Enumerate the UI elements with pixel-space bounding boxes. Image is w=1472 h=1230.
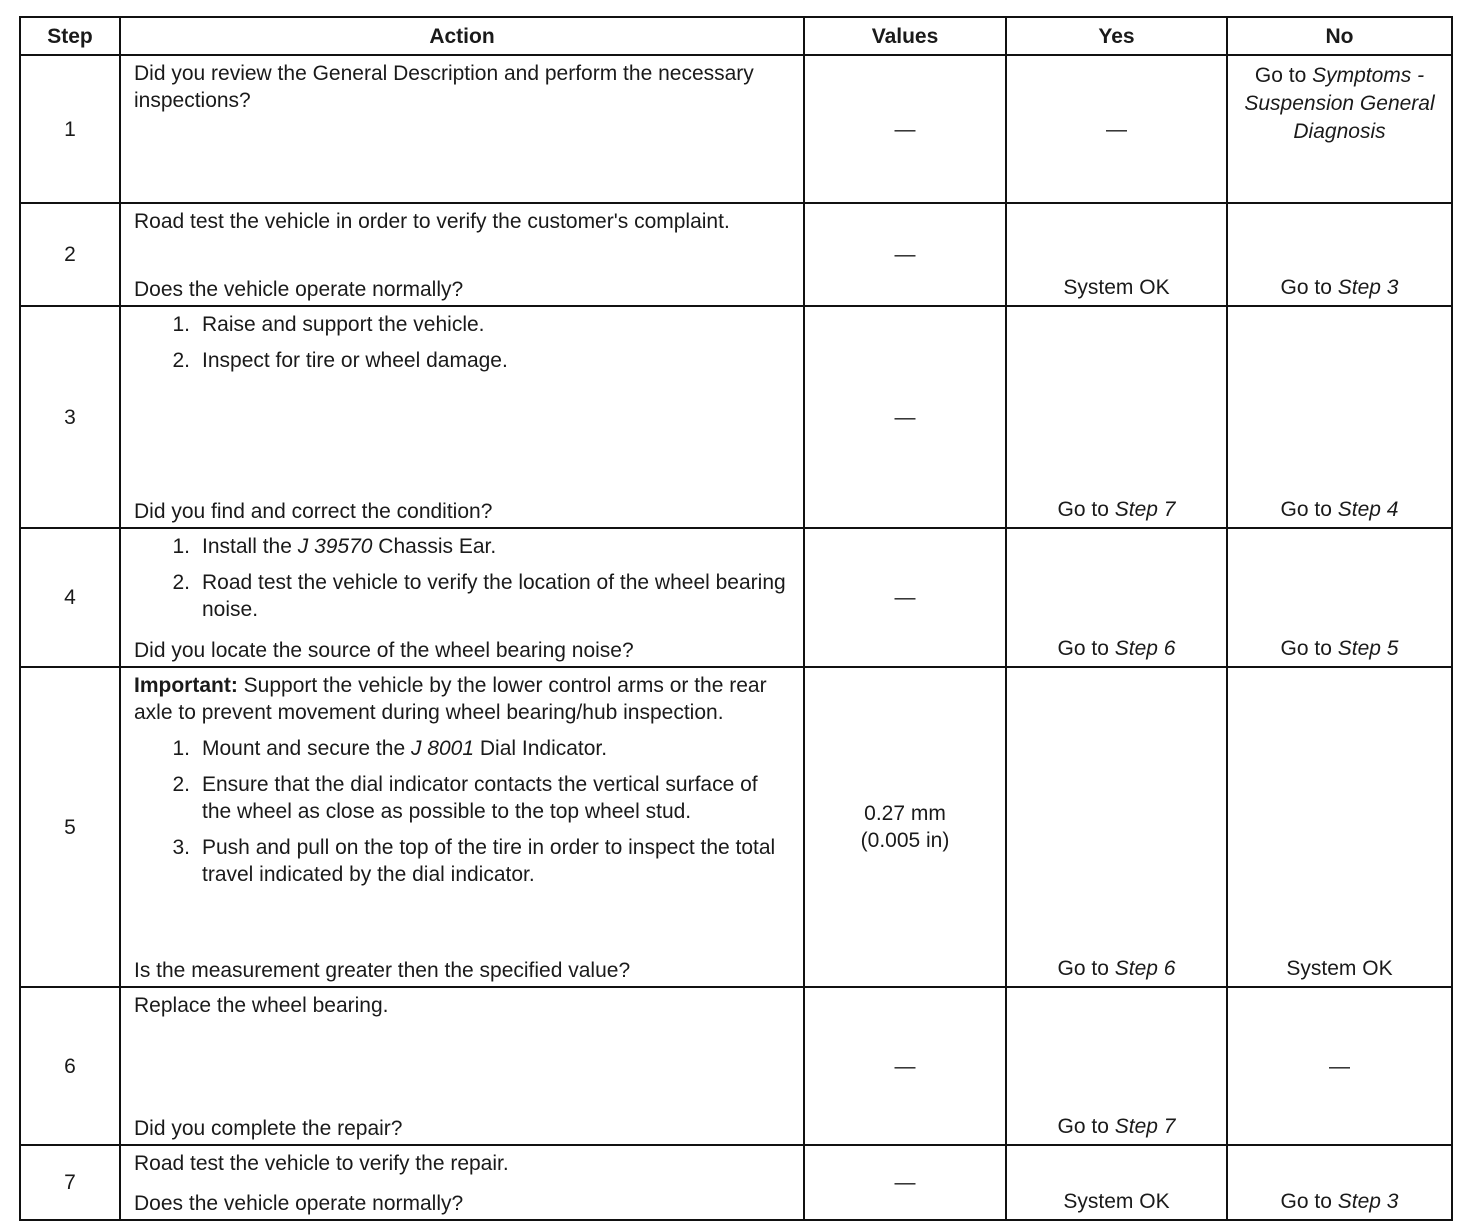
dash: — [1329, 1054, 1350, 1078]
values-cell [804, 528, 1006, 667]
go-to-label: Go to [1280, 498, 1338, 521]
header-no: No [1227, 17, 1452, 55]
diagnostic-table [19, 16, 1453, 1221]
step-link[interactable]: Step 3 [1337, 276, 1399, 299]
dash: — [894, 117, 916, 141]
yes-cell: System OK [1006, 1145, 1227, 1220]
list-item: 2. Inspect for tire or wheel damage. [172, 349, 508, 372]
values-cell [804, 987, 1006, 1145]
table-row [20, 987, 1452, 1145]
go-to-label: Go to [1057, 1115, 1115, 1138]
list-item: 3. Push and pull on the top of the tire in order to inspect the total travel indicated by the dial indicator. [172, 836, 776, 886]
table-row [20, 528, 1452, 667]
header-yes: Yes [1006, 17, 1227, 55]
step-link[interactable]: Step 6 [1114, 637, 1176, 660]
list-item: 1. Install the J 39570 Chassis Ear. [172, 535, 497, 558]
go-to-label: Go to [1057, 957, 1115, 980]
go-to-label: Go to [1280, 276, 1338, 299]
list-item: 1. Raise and support the vehicle. [172, 313, 485, 336]
question-text: Did you locate the source of the wheel bearing noise? [134, 639, 634, 662]
table-row [20, 203, 1452, 306]
action-cell [120, 987, 804, 1145]
step-link[interactable]: Step 5 [1337, 637, 1399, 660]
action-cell [120, 667, 804, 987]
list-item: 1. Mount and secure the J 8001 Dial Indicator. [172, 737, 608, 760]
action-cell [120, 55, 804, 203]
procedure-list [134, 533, 789, 623]
step-number: 5 [20, 667, 120, 987]
values-cell [804, 55, 1006, 203]
no-cell: System OK [1227, 667, 1452, 987]
yes-cell [1006, 306, 1227, 528]
yes-cell [1006, 528, 1227, 667]
action-text: Road test the vehicle to verify the repair. [134, 1152, 509, 1175]
step-link[interactable]: Step 7 [1114, 498, 1176, 521]
question-text: Does the vehicle operate normally? [134, 278, 464, 301]
no-cell [1227, 203, 1452, 306]
go-to-label: Go to [1280, 1190, 1338, 1213]
question-text: Does the vehicle operate normally? [134, 1192, 464, 1215]
table-row [20, 55, 1452, 203]
no-cell [1227, 306, 1452, 528]
procedure-list [134, 311, 789, 383]
spec-metric: 0.27 mm [864, 802, 946, 825]
step-link[interactable]: Step 4 [1337, 498, 1399, 521]
question-text: Did you complete the repair? [134, 1117, 403, 1140]
action-cell [120, 528, 804, 667]
step-number: 4 [20, 528, 120, 667]
go-to-label: Go to [1057, 637, 1115, 660]
dash: — [894, 243, 916, 266]
question-text: Is the measurement greater then the specified value? [134, 959, 631, 982]
action-text: Did you review the General Description and perform the necessary inspections? [134, 62, 754, 112]
values-cell [804, 203, 1006, 306]
dash: — [894, 405, 916, 429]
action-cell [120, 306, 804, 528]
dash: — [894, 586, 916, 609]
step-link[interactable]: Step 7 [1114, 1115, 1176, 1138]
step-number: 3 [20, 306, 120, 528]
no-cell [1227, 1145, 1452, 1220]
step-number: 2 [20, 203, 120, 306]
values-cell [804, 306, 1006, 528]
yes-cell [1006, 667, 1227, 987]
important-label: Important: [134, 674, 238, 697]
step-number: 1 [20, 55, 120, 203]
go-to-label: Go to [1254, 64, 1313, 87]
action-text: Road test the vehicle in order to verify the customer's complaint. [134, 210, 730, 233]
go-to-label: Go to [1057, 498, 1115, 521]
dash: — [1106, 117, 1127, 141]
important-note: Important: Support the vehicle by the lower control arms or the rear axle to prevent movement during wheel bearing/hub inspection. [134, 674, 767, 724]
yes-cell [1006, 987, 1227, 1145]
spec-imperial: (0.005 in) [860, 829, 950, 852]
step-number: 6 [20, 987, 120, 1145]
step-link[interactable]: Step 3 [1337, 1190, 1399, 1213]
question-text: Did you find and correct the condition? [134, 500, 493, 523]
symptoms-link[interactable]: Symptoms - Suspension General Diagnosis [1244, 64, 1435, 143]
dash: — [894, 1171, 916, 1194]
list-item: 2. Road test the vehicle to verify the location of the wheel bearing noise. [172, 571, 786, 621]
procedure-list [134, 735, 789, 888]
yes-cell: System OK [1006, 203, 1227, 306]
table-row [20, 667, 1452, 987]
step-link[interactable]: Step 6 [1114, 957, 1176, 980]
header-step: Step [20, 17, 120, 55]
dash: — [894, 1054, 916, 1078]
yes-cell [1006, 55, 1227, 203]
values-cell [804, 1145, 1006, 1220]
values-cell [804, 667, 1006, 987]
action-text: Replace the wheel bearing. [134, 994, 389, 1017]
action-cell [120, 1145, 804, 1220]
tool-name: J 8001 [410, 737, 475, 760]
tool-name: J 39570 [297, 535, 373, 558]
no-cell [1227, 528, 1452, 667]
action-cell [120, 203, 804, 306]
go-to-label: Go to [1280, 637, 1338, 660]
header-values: Values [804, 17, 1006, 55]
step-number: 7 [20, 1145, 120, 1220]
table-row [20, 1145, 1452, 1220]
no-cell [1227, 987, 1452, 1145]
header-row [20, 17, 1452, 55]
no-cell [1227, 55, 1452, 203]
header-action: Action [120, 17, 804, 55]
table-row [20, 306, 1452, 528]
list-item: 2. Ensure that the dial indicator contacts the vertical surface of the wheel as close as possible to the top wheel stud. [172, 773, 758, 823]
